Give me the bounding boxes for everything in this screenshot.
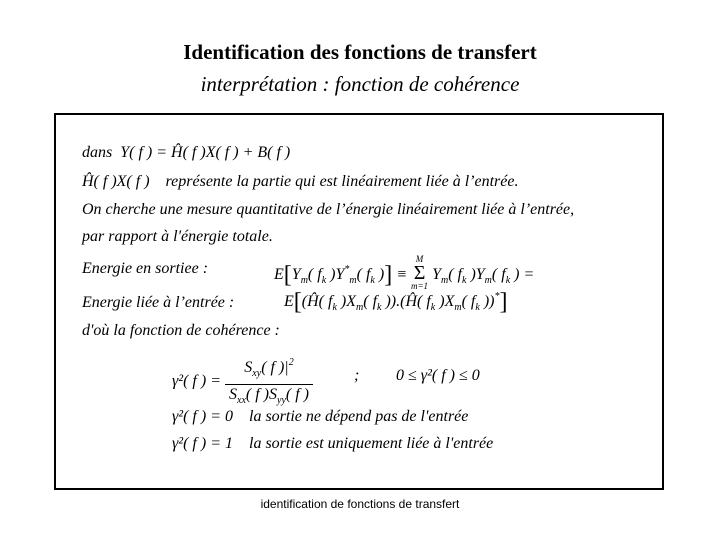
case-zero-text: la sortie ne dépend pas de l'entrée bbox=[249, 408, 469, 425]
line-linear-part-text: représente la partie qui est linéairement liée à l’entrée. bbox=[165, 173, 519, 190]
separator-semicolon: ; bbox=[354, 367, 360, 384]
case-one bbox=[172, 434, 493, 454]
sum-symbol: M Σ m=1 bbox=[410, 254, 429, 291]
slide-subtitle: interprétation : fonction de cohérence bbox=[200, 72, 520, 96]
energy-input-label: Energie liée à l’entrée : bbox=[82, 294, 235, 311]
line-model-text: dans bbox=[82, 144, 113, 161]
case-one-formula: γ²( f ) = 1 bbox=[172, 435, 233, 452]
case-one-text: la sortie est uniquement liée à l'entrée bbox=[249, 435, 494, 452]
content-box bbox=[54, 113, 664, 490]
coherence-range: 0 ≤ γ²( f ) ≤ 0 bbox=[396, 367, 480, 384]
line-total-energy: par rapport à l'énergie totale. bbox=[82, 228, 273, 245]
line-model: dans Y( f ) = Ĥ( f )X( f ) + B( f ) bbox=[82, 144, 291, 161]
coherence-fraction: $\frac{S_{xy}( f )|^2}{S_{xx}( f )S_{yy}( f )}$ bbox=[225, 353, 313, 411]
slide-title: Identification des fonctions de transfert bbox=[183, 40, 537, 64]
energy-input-formula: E[(Ĥ( $f_k$ )$X_m$( $f_k$ )).(Ĥ( $f_k$ )$X_m$( $f_k$ ))*] bbox=[284, 289, 508, 315]
energy-output-formula: $E[Y_m$( $f_k$ )$Y^*_m$( $f_k$ )] ≡ M Σ m=1 $Y_m$( $f_k$ )$Y_m$( $f_k$ ) = bbox=[274, 254, 535, 291]
coherence-formula: γ²( f ) = $\frac{S_{xy}( f )|^2}{S_{xx}( f )S_{yy}( f )}$ bbox=[172, 353, 313, 411]
case-zero-formula: γ²( f ) = 0 bbox=[172, 408, 233, 425]
case-zero bbox=[172, 407, 468, 427]
slide-footer: identification de fonctions de transfert bbox=[260, 497, 460, 511]
energy-output-label: Energie en sortiee : bbox=[82, 260, 209, 277]
coherence-intro: d'où la fonction de cohérence : bbox=[82, 322, 280, 339]
line-linear-part: Ĥ( f )X( f ) représente la partie qui est linéairement liée à l’entrée. bbox=[82, 173, 519, 190]
line-quantitative: On cherche une mesure quantitative de l’énergie linéairement liée à l’entrée, bbox=[82, 201, 575, 218]
